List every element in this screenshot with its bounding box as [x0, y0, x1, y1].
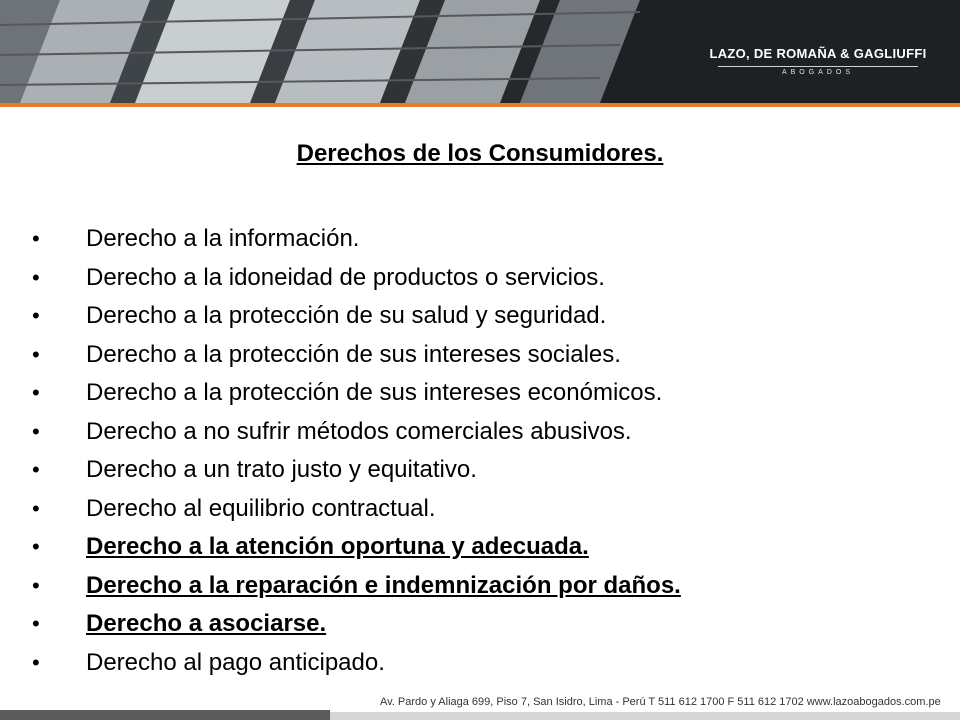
- logo-divider: [718, 66, 918, 67]
- list-item-text: Derecho a la información.: [86, 225, 360, 253]
- header-banner: [0, 0, 960, 103]
- list-item: [32, 490, 681, 529]
- list-item: [32, 644, 681, 683]
- bullet-icon: •: [32, 341, 40, 367]
- list-item-text: Derecho al pago anticipado.: [86, 648, 385, 676]
- bullet-icon: •: [32, 303, 40, 329]
- list-item: [32, 451, 681, 490]
- list-item: [32, 567, 681, 606]
- footer-bar-dark: [0, 710, 330, 720]
- list-item-text: Derecho a la protección de su salud y seguridad.: [86, 302, 607, 330]
- bullet-icon: •: [32, 611, 40, 637]
- list-item: [32, 297, 681, 336]
- list-item: [32, 413, 681, 452]
- list-item: [32, 259, 681, 298]
- page-title: Derechos de los Consumidores.: [296, 140, 664, 167]
- bullet-icon: •: [32, 495, 40, 521]
- list-item-text: Derecho a la protección de sus intereses sociales.: [86, 340, 621, 368]
- list-item: [32, 220, 681, 259]
- rights-list: [32, 220, 681, 682]
- firm-logo: [700, 36, 936, 80]
- list-item: [32, 528, 681, 567]
- bullet-icon: •: [32, 418, 40, 444]
- bullet-icon: •: [32, 649, 40, 675]
- firm-name: LAZO, DE ROMAÑA & GAGLIUFFI: [709, 46, 927, 61]
- bullet-icon: •: [32, 534, 40, 560]
- bullet-icon: •: [32, 264, 40, 290]
- accent-bar: [0, 103, 960, 107]
- footer-bar-light: [330, 712, 960, 720]
- list-item-text: Derecho a asociarse.: [86, 610, 327, 638]
- list-item: [32, 605, 681, 644]
- list-item-text: Derecho al equilibrio contractual.: [86, 494, 436, 522]
- list-item-text: Derecho a la atención oportuna y adecuada.: [86, 533, 589, 561]
- list-item-text: Derecho a un trato justo y equitativo.: [86, 456, 477, 484]
- list-item: [32, 336, 681, 375]
- footer-contact: Av. Pardo y Aliaga 699, Piso 7, San Isidro, Lima - Perú T 511 612 1700 F 511 612 1702 www.lazoabogados.com.pe: [380, 696, 941, 708]
- bullet-icon: •: [32, 457, 40, 483]
- bullet-icon: •: [32, 572, 40, 598]
- bullet-icon: •: [32, 380, 40, 406]
- list-item: [32, 374, 681, 413]
- firm-subtitle: ABOGADOS: [781, 69, 855, 76]
- bullet-icon: •: [32, 226, 40, 252]
- list-item-text: Derecho a la reparación e indemnización por daños.: [86, 571, 681, 599]
- list-item-text: Derecho a la protección de sus intereses económicos.: [86, 379, 663, 407]
- list-item-text: Derecho a no sufrir métodos comerciales abusivos.: [86, 417, 632, 445]
- list-item-text: Derecho a la idoneidad de productos o servicios.: [86, 263, 605, 291]
